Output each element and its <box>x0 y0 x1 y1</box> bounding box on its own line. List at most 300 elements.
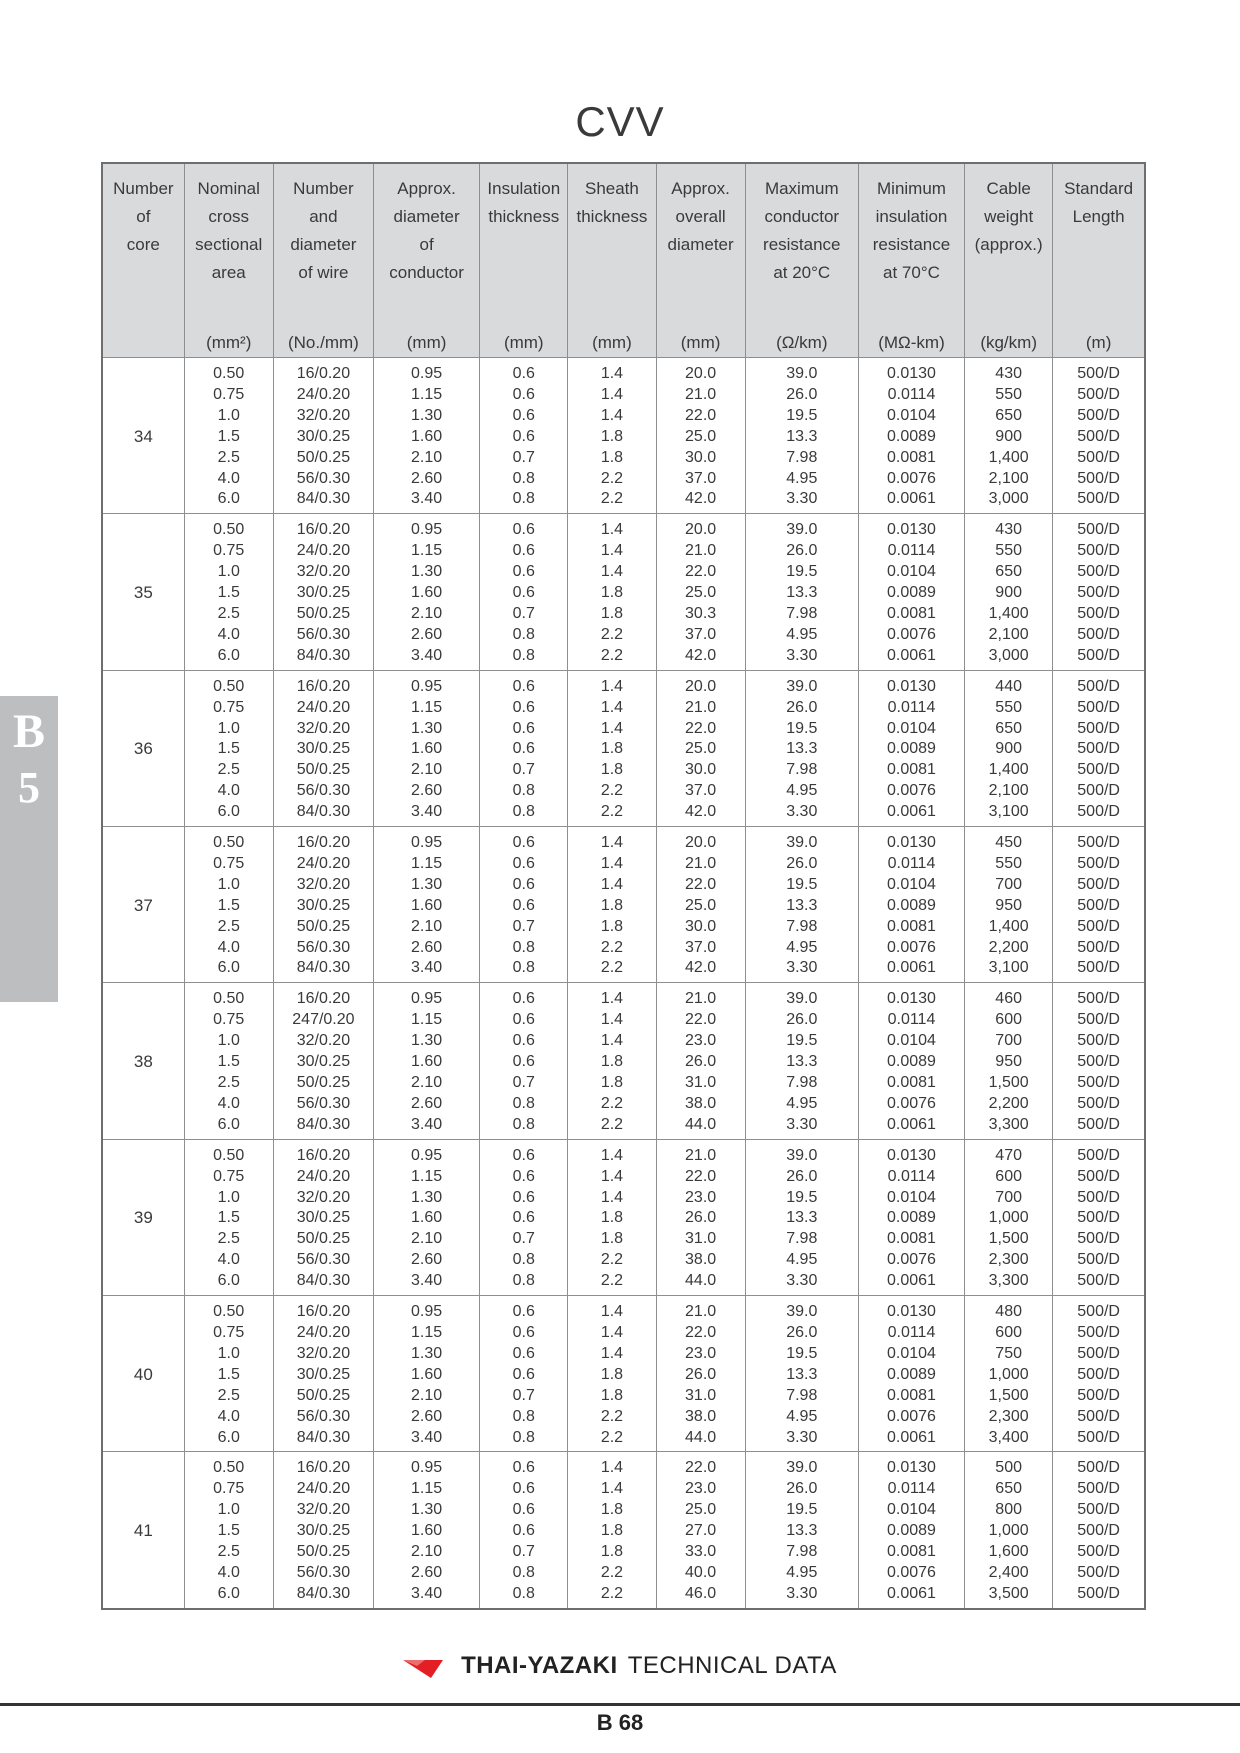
cell-value: 0.7 <box>512 917 535 935</box>
cell-value: 2.2 <box>600 1428 624 1446</box>
table-cell <box>858 670 964 826</box>
section-tab-number: 5 <box>18 763 40 812</box>
cell-value: 2.2 <box>600 490 624 508</box>
cell-value: 1.30 <box>411 1188 443 1206</box>
cell-value: 6.0 <box>217 646 240 664</box>
cell-value: 0.8 <box>512 1407 535 1425</box>
cell-value: 3,100 <box>988 803 1029 821</box>
cell-value: 500/D <box>1077 1407 1120 1425</box>
cell-value: 39.0 <box>786 365 818 382</box>
table-row <box>102 983 1145 1139</box>
table-cell <box>568 358 656 514</box>
cell-value: 0.6 <box>512 542 535 560</box>
cell-value: 44.0 <box>685 1115 717 1133</box>
cell-value: 2.10 <box>411 448 443 466</box>
cell-value: 1.8 <box>600 1522 624 1540</box>
cell-value: 2.2 <box>600 469 624 487</box>
cell-value: 0.6 <box>512 406 535 424</box>
table-cell <box>273 358 373 514</box>
cell-value: 3.40 <box>411 1272 443 1290</box>
cell-value: 0.8 <box>512 490 535 508</box>
cell-value: 50/0.25 <box>296 1386 351 1404</box>
column-header-label: Cable weight (approx.) <box>974 179 1043 254</box>
cell-value: 3.40 <box>411 1115 443 1133</box>
column-header-label: Standard Length <box>1064 179 1134 226</box>
cell-value: 2.60 <box>411 469 443 487</box>
cell-value: 1,000 <box>988 1209 1029 1227</box>
cell-value: 2.60 <box>411 1407 443 1425</box>
table-cell <box>858 514 964 670</box>
table-cell <box>858 1139 964 1295</box>
cell-value: 1,500 <box>988 1386 1029 1404</box>
cell-value: 450 <box>995 834 1022 852</box>
cell-value: 650 <box>995 719 1022 737</box>
cell-value: 470 <box>995 1146 1022 1164</box>
cell-value: 7.98 <box>786 448 818 466</box>
cell-value: 32/0.20 <box>296 1344 351 1362</box>
cell-value: 3,100 <box>988 959 1029 977</box>
cell-value: 1.8 <box>600 1074 624 1091</box>
table-cell <box>480 983 568 1139</box>
cell-value: 1.15 <box>411 1480 443 1498</box>
table-cell <box>273 983 373 1139</box>
cell-value: 500/D <box>1077 938 1120 956</box>
cell-value: 700 <box>995 1032 1022 1050</box>
column-header-unit: (No./mm) <box>287 333 359 352</box>
cell-value: 84/0.30 <box>296 646 351 664</box>
cell-value: 2.10 <box>411 1074 443 1091</box>
cable-spec-table <box>101 162 1146 1610</box>
table-cell <box>184 1296 273 1452</box>
cell-value: 900 <box>995 584 1022 602</box>
cell-value: 0.0130 <box>887 677 936 695</box>
column-header <box>745 163 858 358</box>
cell-value: 1,400 <box>988 761 1029 779</box>
cell-value: 650 <box>995 563 1022 581</box>
cell-value: 13.3 <box>786 1209 818 1227</box>
cell-value: 2.5 <box>217 1074 240 1091</box>
table-cell <box>184 827 273 983</box>
cell-value: 4.95 <box>786 1563 818 1581</box>
cell-value: 24/0.20 <box>296 854 351 872</box>
cell-value: 40.0 <box>685 1563 717 1581</box>
cell-value: 1.15 <box>411 542 443 560</box>
cell-value: 2.10 <box>411 1386 443 1404</box>
cell-value: 0.0081 <box>887 1543 936 1561</box>
cell-value: 22.0 <box>685 563 717 581</box>
cell-value: 0.75 <box>213 1323 245 1341</box>
cell-value: 1.8 <box>600 448 624 466</box>
cell-value: 0.50 <box>213 365 245 382</box>
cell-value: 1.8 <box>600 1543 624 1561</box>
cell-value: 650 <box>995 406 1022 424</box>
cell-value: 3.30 <box>786 490 818 508</box>
table-cell <box>745 670 858 826</box>
cell-value: 19.5 <box>786 719 818 737</box>
cell-value: 0.0089 <box>887 1053 936 1071</box>
cell-value: 0.6 <box>512 896 535 914</box>
column-header <box>480 163 568 358</box>
cell-value: 500/D <box>1077 782 1120 800</box>
cell-value: 1.5 <box>217 584 240 602</box>
cell-value: 1.4 <box>600 1344 624 1362</box>
cell-value: 3.30 <box>786 1115 818 1133</box>
footer-branding <box>0 1652 1240 1680</box>
cell-value: 39.0 <box>786 990 818 1008</box>
cell-value: 0.7 <box>512 448 535 466</box>
cell-value: 37.0 <box>685 782 717 800</box>
cell-value: 30/0.25 <box>296 740 351 758</box>
table-cell <box>480 358 568 514</box>
cell-value: 24/0.20 <box>296 542 351 560</box>
cell-value: 1.8 <box>600 1365 624 1383</box>
cell-value: 4.0 <box>217 1407 240 1425</box>
cell-value: 500/D <box>1077 365 1120 382</box>
cell-value: 500/D <box>1077 1032 1120 1050</box>
cell-value: 30/0.25 <box>296 1522 351 1540</box>
table-cell <box>374 514 480 670</box>
cell-value: 30.0 <box>685 761 717 779</box>
table-cell <box>745 514 858 670</box>
table-cell <box>273 1296 373 1452</box>
cell-value: 1.30 <box>411 875 443 893</box>
cell-value: 1.4 <box>600 1167 624 1185</box>
cell-value: 1.8 <box>600 604 624 622</box>
cell-value: 26.0 <box>685 1053 717 1071</box>
cell-value: 2.10 <box>411 917 443 935</box>
cell-value: 56/0.30 <box>296 782 351 800</box>
cell-value: 16/0.20 <box>296 365 351 382</box>
cell-value: 26.0 <box>786 542 818 560</box>
column-header-label: Number and diameter of wire <box>290 179 357 282</box>
table-cell <box>965 827 1053 983</box>
cell-value: 4.0 <box>217 938 240 956</box>
cell-value: 2.2 <box>600 1272 624 1290</box>
cell-value: 500/D <box>1077 1094 1120 1112</box>
cell-value: 2.5 <box>217 1386 240 1404</box>
cell-value: 800 <box>995 1501 1022 1519</box>
cell-value: 0.0061 <box>887 490 936 508</box>
cell-value: 30/0.25 <box>296 584 351 602</box>
cell-value: 0.95 <box>411 1303 443 1321</box>
table-cell <box>965 1452 1053 1609</box>
cell-value: 38.0 <box>685 1251 717 1269</box>
cell-value: 0.0076 <box>887 1094 936 1112</box>
cell-value: 21.0 <box>685 1146 717 1164</box>
cell-value: 500/D <box>1077 448 1120 466</box>
cell-value: 0.0089 <box>887 740 936 758</box>
cell-value: 0.0089 <box>887 584 936 602</box>
cell-value: 6.0 <box>217 1272 240 1290</box>
column-header-unit: (m) <box>1085 333 1112 352</box>
cell-value: 44.0 <box>685 1272 717 1290</box>
cell-value: 19.5 <box>786 1501 818 1519</box>
cell-value: 0.0076 <box>887 782 936 800</box>
cell-value: 430 <box>995 521 1022 539</box>
cell-value: 26.0 <box>786 698 818 716</box>
cell-value: 0.6 <box>512 1323 535 1341</box>
cell-value: 26.0 <box>786 385 818 403</box>
table-cell <box>745 1139 858 1295</box>
cell-value: 0.0076 <box>887 1251 936 1269</box>
table-cell <box>273 1139 373 1295</box>
cell-value: 0.50 <box>213 677 245 695</box>
cell-value: 26.0 <box>786 1167 818 1185</box>
cell-value: 1.30 <box>411 1501 443 1519</box>
column-header-label: Minimum insulation resistance at 70°C <box>872 179 951 282</box>
cell-value: 6.0 <box>217 803 240 821</box>
column-header-unit: (mm) <box>503 333 544 352</box>
cell-value: 39.0 <box>786 1459 818 1477</box>
cell-value: 1.5 <box>217 1522 240 1540</box>
cell-value: 19.5 <box>786 875 818 893</box>
table-cell <box>1053 1139 1145 1295</box>
cell-value: 42.0 <box>685 959 717 977</box>
table-cell <box>965 1296 1053 1452</box>
cell-value: 0.6 <box>512 365 535 382</box>
cell-value: 84/0.30 <box>296 1584 351 1602</box>
cell-value: 0.75 <box>213 854 245 872</box>
cell-value: 1.30 <box>411 563 443 581</box>
cell-value: 2.5 <box>217 448 240 466</box>
cell-value: 1.4 <box>600 406 624 424</box>
cell-value: 500/D <box>1077 1272 1120 1290</box>
cell-value: 0.0061 <box>887 1584 936 1602</box>
cell-value: 0.0061 <box>887 1115 936 1133</box>
cell-value: 7.98 <box>786 1230 818 1248</box>
cell-value: 0.8 <box>512 1272 535 1290</box>
cell-value: 0.7 <box>512 1543 535 1561</box>
cell-value: 3.30 <box>786 1272 818 1290</box>
cell-value: 32/0.20 <box>296 1032 351 1050</box>
cell-value: 4.95 <box>786 625 818 643</box>
cell-value: 1.60 <box>411 1522 443 1540</box>
cell-value: 0.7 <box>512 604 535 622</box>
table-cell <box>745 1296 858 1452</box>
cell-value: 2.2 <box>600 625 624 643</box>
cell-value: 500 <box>995 1459 1022 1477</box>
cell-value: 1.0 <box>217 875 240 893</box>
cell-value: 500/D <box>1077 1480 1120 1498</box>
table-cell <box>374 827 480 983</box>
cell-value: 22.0 <box>685 1167 717 1185</box>
cell-value: 1.0 <box>217 1032 240 1050</box>
cell-value: 700 <box>995 875 1022 893</box>
cell-value: 0.8 <box>512 803 535 821</box>
cell-value: 500/D <box>1077 1428 1120 1446</box>
cell-value: 1,500 <box>988 1230 1029 1248</box>
cell-value: 0.75 <box>213 698 245 716</box>
cell-value: 0.6 <box>512 1501 535 1519</box>
cell-value: 1.0 <box>217 1188 240 1206</box>
cell-value: 84/0.30 <box>296 1428 351 1446</box>
table-cell <box>1053 1296 1145 1452</box>
cell-value: 0.0104 <box>887 1032 936 1050</box>
cell-value: 500/D <box>1077 917 1120 935</box>
cell-value: 2,400 <box>988 1563 1029 1581</box>
cell-value: 1.4 <box>600 719 624 737</box>
cell-value: 2.2 <box>600 782 624 800</box>
cell-value: 3,000 <box>988 646 1029 664</box>
cell-value: 3.40 <box>411 1584 443 1602</box>
cell-value: 0.75 <box>213 1011 245 1029</box>
table-cell <box>568 514 656 670</box>
cell-value: 0.95 <box>411 1459 443 1477</box>
cell-value: 0.0061 <box>887 1428 936 1446</box>
cell-value: 23.0 <box>685 1480 717 1498</box>
cell-value: 0.0061 <box>887 959 936 977</box>
cell-value: 2,100 <box>988 782 1029 800</box>
table-cell <box>568 1139 656 1295</box>
cell-value: 1.4 <box>600 1011 624 1029</box>
cell-value: 1.8 <box>600 1209 624 1227</box>
cell-value: 4.95 <box>786 1407 818 1425</box>
column-header-unit: (mm) <box>592 333 632 352</box>
cell-value: 500/D <box>1077 604 1120 622</box>
table-cell <box>480 670 568 826</box>
cell-value: 2.10 <box>411 1543 443 1561</box>
cell-value: 750 <box>995 1344 1022 1362</box>
cell-value: 1.4 <box>600 854 624 872</box>
cell-value: 25.0 <box>685 740 717 758</box>
cell-value: 1.30 <box>411 406 443 424</box>
cell-value: 0.0089 <box>887 1522 936 1540</box>
cell-value: 21.0 <box>685 698 717 716</box>
cell-value: 7.98 <box>786 917 818 935</box>
cell-value: 0.0076 <box>887 1563 936 1581</box>
cell-value: 4.95 <box>786 1251 818 1269</box>
brand-name: THAI-YAZAKI <box>461 1652 618 1679</box>
cell-value: 1.5 <box>217 1209 240 1227</box>
table-cell <box>568 670 656 826</box>
cell-value: 16/0.20 <box>296 677 351 695</box>
cell-value: 1.8 <box>600 761 624 779</box>
column-header-label: Sheath thickness <box>576 179 648 226</box>
cell-value: 0.0104 <box>887 406 936 424</box>
cell-value: 2.10 <box>411 604 443 622</box>
cell-value: 56/0.30 <box>296 1251 351 1269</box>
cell-value: 0.8 <box>512 1094 535 1112</box>
cell-value: 1.4 <box>600 563 624 581</box>
cell-value: 0.50 <box>213 1459 245 1477</box>
cell-value: 21.0 <box>685 990 717 1008</box>
column-header <box>656 163 745 358</box>
cell-value: 500/D <box>1077 854 1120 872</box>
cell-value: 0.0061 <box>887 1272 936 1290</box>
table-cell <box>374 1139 480 1295</box>
cell-value: 0.6 <box>512 1344 535 1362</box>
cell-value: 42.0 <box>685 803 717 821</box>
cell-value: 3.30 <box>786 1428 818 1446</box>
column-header-unit: (mm) <box>406 333 447 352</box>
cell-value: 2.10 <box>411 761 443 779</box>
cell-value: 0.6 <box>512 1209 535 1227</box>
table-cell <box>568 1296 656 1452</box>
cell-value: 1.15 <box>411 698 443 716</box>
cell-value: 31.0 <box>685 1386 717 1404</box>
table-cell <box>965 514 1053 670</box>
table-cell <box>1053 983 1145 1139</box>
cell-value: 3,300 <box>988 1115 1029 1133</box>
cell-value: 31.0 <box>685 1230 717 1248</box>
cell-value: 3.30 <box>786 959 818 977</box>
column-header-unit: (mm²) <box>206 333 252 352</box>
table-cell <box>568 983 656 1139</box>
cell-value: 1.4 <box>600 1032 624 1050</box>
cell-value: 16/0.20 <box>296 1459 351 1477</box>
cell-value: 0.6 <box>512 1459 535 1477</box>
cell-value: 19.5 <box>786 563 818 581</box>
cell-value: 13.3 <box>786 584 818 602</box>
cell-value: 0.0114 <box>887 698 936 716</box>
cell-value: 0.0114 <box>887 1480 936 1498</box>
cell-value: 16/0.20 <box>296 834 351 852</box>
column-header-label: Nominal cross sectional area <box>195 179 263 282</box>
cell-value: 500/D <box>1077 1188 1120 1206</box>
table-row <box>102 827 1145 983</box>
table-cell <box>1053 358 1145 514</box>
cell-value: 37.0 <box>685 625 717 643</box>
cell-value: 2.2 <box>600 1563 624 1581</box>
cell-value: 500/D <box>1077 584 1120 602</box>
cell-value: 4.0 <box>217 469 240 487</box>
table-cell <box>374 358 480 514</box>
footer-divider <box>0 1703 1240 1706</box>
cell-value: 39.0 <box>786 1146 818 1164</box>
cell-value: 0.6 <box>512 1053 535 1071</box>
cell-value: 20.0 <box>685 521 717 539</box>
cell-value: 24/0.20 <box>296 1480 351 1498</box>
cell-value: 0.0076 <box>887 469 936 487</box>
table-cell <box>480 1452 568 1609</box>
cell-value: 13.3 <box>786 740 818 758</box>
cell-value: 2.2 <box>600 1251 624 1269</box>
cell-value: 56/0.30 <box>296 625 351 643</box>
cell-value: 500/D <box>1077 1053 1120 1071</box>
cell-value: 500/D <box>1077 990 1120 1008</box>
cell-value: 1.5 <box>217 427 240 445</box>
cell-value: 900 <box>995 740 1022 758</box>
cell-value: 50/0.25 <box>296 604 351 622</box>
cell-value: 0.0114 <box>887 1011 936 1029</box>
table-cell <box>480 1296 568 1452</box>
cell-value: 16/0.20 <box>296 990 351 1008</box>
cell-value: 440 <box>995 677 1022 695</box>
cell-value: 0.75 <box>213 1167 245 1185</box>
core-count-cell: 37 <box>102 827 184 983</box>
cell-value: 500/D <box>1077 1459 1120 1477</box>
cell-value: 84/0.30 <box>296 490 351 508</box>
cell-value: 50/0.25 <box>296 917 351 935</box>
column-header <box>273 163 373 358</box>
cell-value: 0.8 <box>512 1584 535 1602</box>
cell-value: 0.8 <box>512 625 535 643</box>
column-header-unit: (kg/km) <box>980 333 1037 352</box>
cell-value: 0.95 <box>411 834 443 852</box>
core-count-cell: 34 <box>102 358 184 514</box>
cell-value: 500/D <box>1077 803 1120 821</box>
cell-value: 0.0114 <box>887 1167 936 1185</box>
cell-value: 1.30 <box>411 719 443 737</box>
cell-value: 0.6 <box>512 740 535 758</box>
cell-value: 950 <box>995 896 1022 914</box>
cell-value: 1.4 <box>600 677 624 695</box>
cell-value: 56/0.30 <box>296 938 351 956</box>
cell-value: 500/D <box>1077 469 1120 487</box>
cell-value: 84/0.30 <box>296 1115 351 1133</box>
cell-value: 4.0 <box>217 625 240 643</box>
cell-value: 0.50 <box>213 521 245 539</box>
